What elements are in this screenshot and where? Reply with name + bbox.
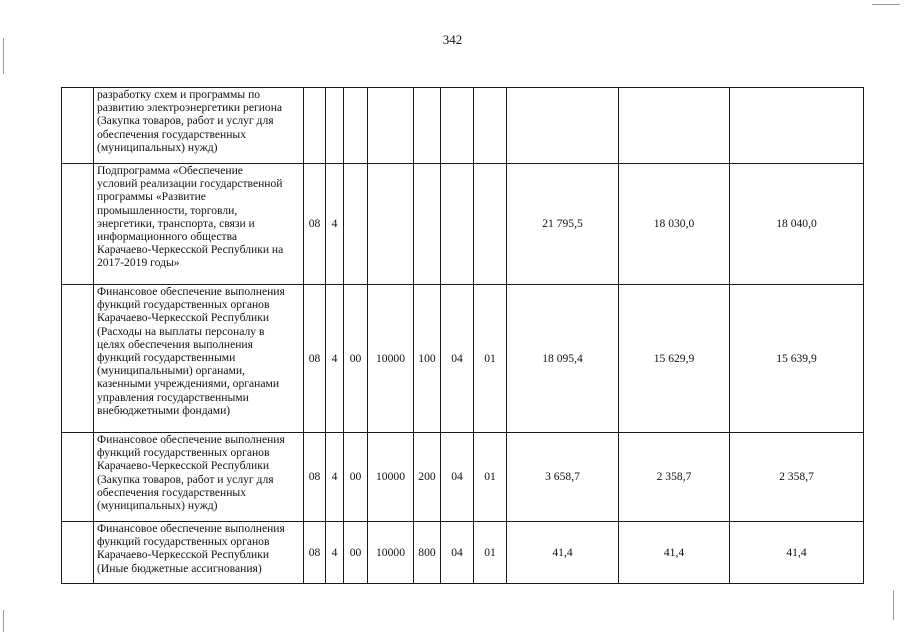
cell-c6: 04	[441, 285, 474, 433]
description-line: Финансовое обеспечение выполнения	[97, 433, 285, 446]
cell-c3: 00	[344, 285, 368, 433]
cell-v1: 18 095,4	[507, 285, 619, 433]
description-line: разработку схем и программы по	[97, 88, 261, 101]
description-line: условий реализации государственной	[97, 177, 283, 191]
description-line: обеспечения государственных	[97, 485, 247, 499]
cell-c7	[474, 88, 507, 164]
cell-c2	[326, 88, 344, 164]
cell-c2: 4	[326, 522, 344, 584]
cell-c3	[344, 88, 368, 164]
cell-v3	[730, 88, 864, 164]
description-line: (Расходы на выплаты персоналу в	[97, 324, 265, 338]
cell-c7: 01	[474, 522, 507, 584]
description-line: (Закупка товаров, работ и услуг для	[97, 472, 274, 486]
cell-v2	[619, 88, 730, 164]
row-description	[94, 88, 304, 164]
cell-c7: 01	[474, 433, 507, 522]
description-line: (муниципальных) нужд)	[97, 499, 218, 513]
cell-v1: 21 795,5	[507, 164, 619, 285]
row-number-cell	[62, 88, 94, 164]
cell-c1: 08	[304, 433, 326, 522]
cell-c3	[344, 164, 368, 285]
cell-v1: 3 658,7	[507, 433, 619, 522]
cell-v2: 2 358,7	[619, 433, 730, 522]
description-line: целях обеспечения выполнения	[97, 337, 253, 351]
cell-c1: 08	[304, 522, 326, 584]
cell-v2: 15 629,9	[619, 285, 730, 433]
description-line: (Иные бюджетные ассигнования)	[97, 561, 262, 575]
cell-c6: 04	[441, 522, 474, 584]
row-description	[94, 285, 304, 433]
description-line: программы «Развитие	[97, 190, 206, 204]
description-line: Карачаево-Черкесской Республики	[97, 311, 270, 325]
description-line: Подпрограмма «Обеспечение	[97, 164, 243, 177]
cell-c3: 00	[344, 522, 368, 584]
description-line: внебюджетными фондами)	[97, 403, 231, 417]
description-line: энергетики, транспорта, связи и	[97, 216, 255, 230]
row-description	[94, 164, 304, 285]
cell-v2: 18 030,0	[619, 164, 730, 285]
table-row	[62, 88, 864, 164]
table-row	[62, 433, 864, 522]
row-description	[94, 433, 304, 522]
row-number-cell	[62, 164, 94, 285]
description-line: (муниципальными) органами,	[97, 364, 245, 378]
description-line: обеспечения государственных	[97, 127, 247, 141]
description-line: (Закупка товаров, работ и услуг для	[97, 114, 274, 128]
description-line: функций государственных органов	[97, 446, 270, 460]
cell-v2: 41,4	[619, 522, 730, 584]
cell-c7: 01	[474, 285, 507, 433]
row-number-cell	[62, 522, 94, 584]
cell-c4: 10000	[368, 285, 414, 433]
cell-v3: 15 639,9	[730, 285, 864, 433]
cell-v1: 41,4	[507, 522, 619, 584]
cell-v3: 18 040,0	[730, 164, 864, 285]
cell-c5: 800	[414, 522, 441, 584]
cell-c3: 00	[344, 433, 368, 522]
description-line: управления государственными	[97, 390, 249, 404]
cell-v1	[507, 88, 619, 164]
cell-c6	[441, 164, 474, 285]
description-line: 2017-2019 годы»	[97, 256, 180, 270]
cell-c2: 4	[326, 164, 344, 285]
cell-c1: 08	[304, 164, 326, 285]
cell-c6: 04	[441, 433, 474, 522]
budget-table	[61, 87, 864, 584]
scan-edge-mark	[3, 610, 4, 632]
scan-edge-mark	[872, 4, 900, 5]
description-line: (муниципальных) нужд)	[97, 140, 218, 154]
cell-c1: 08	[304, 285, 326, 433]
row-number-cell	[62, 285, 94, 433]
cell-c4	[368, 88, 414, 164]
description-line: функций государственных органов	[97, 535, 270, 549]
row-number-cell	[62, 433, 94, 522]
table-row	[62, 164, 864, 285]
scan-edge-mark	[893, 590, 894, 620]
cell-c7	[474, 164, 507, 285]
description-line: функций государственными	[97, 351, 236, 365]
cell-c5: 100	[414, 285, 441, 433]
cell-c4: 10000	[368, 522, 414, 584]
table-row	[62, 522, 864, 584]
table-row	[62, 285, 864, 433]
cell-c5	[414, 164, 441, 285]
description-line: Финансовое обеспечение выполнения	[97, 522, 285, 535]
description-line: функций государственных органов	[97, 298, 270, 312]
cell-c5	[414, 88, 441, 164]
page-number: 342	[442, 32, 463, 47]
description-line: казенными учреждениями, органами	[97, 377, 280, 391]
description-line: развитию электроэнергетики региона	[97, 101, 283, 115]
scan-edge-mark	[3, 38, 4, 74]
cell-c4: 10000	[368, 433, 414, 522]
description-line: промышленности, торговли,	[97, 203, 238, 217]
description-line: Карачаево-Черкесской Республики	[97, 459, 270, 473]
cell-c6	[441, 88, 474, 164]
cell-c2: 4	[326, 433, 344, 522]
cell-c1	[304, 88, 326, 164]
cell-c5: 200	[414, 433, 441, 522]
row-description	[94, 522, 304, 584]
cell-c4	[368, 164, 414, 285]
description-line: Финансовое обеспечение выполнения	[97, 285, 285, 298]
description-line: информационного общества	[97, 230, 238, 244]
description-line: Карачаево-Черкесской Республики	[97, 548, 270, 562]
description-line: Карачаево-Черкесской Республики на	[97, 243, 284, 257]
cell-v3: 41,4	[730, 522, 864, 584]
cell-c2: 4	[326, 285, 344, 433]
cell-v3: 2 358,7	[730, 433, 864, 522]
